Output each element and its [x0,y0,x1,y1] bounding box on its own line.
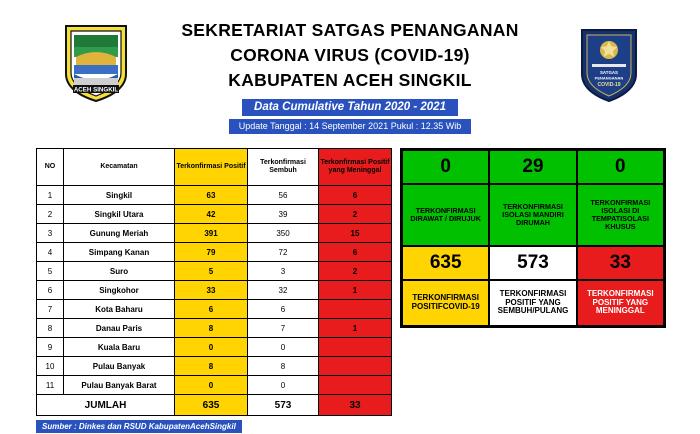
cell-kecamatan: Simpang Kanan [64,243,175,262]
table-row [37,376,392,395]
table-row [37,281,392,300]
cell-kecamatan: Kota Baharu [64,300,175,319]
cell-no: 11 [37,376,64,395]
cell-positif: 8 [175,319,248,338]
table-total-row [37,395,392,416]
table-row [37,243,392,262]
cell-kecamatan: Singkil [64,186,175,205]
summary-grid [400,148,666,328]
cell-kecamatan: Kuala Baru [64,338,175,357]
cell-meninggal: 1 [319,319,392,338]
table-row [37,319,392,338]
table-row [37,300,392,319]
cell-kecamatan: Gunung Meriah [64,224,175,243]
cell-no: 6 [37,281,64,300]
satgas-covid-logo [578,26,640,104]
summary-value-isoman: 29 [489,150,576,184]
cell-no: 2 [37,205,64,224]
source-note: Sumber : Dinkes dan RSUD KabupatenAcehSingkil [36,420,242,433]
cell-positif: 79 [175,243,248,262]
cell-meninggal [319,300,392,319]
cell-meninggal: 2 [319,205,392,224]
cell-sembuh: 350 [248,224,319,243]
main-content [0,140,700,431]
table-row [37,205,392,224]
table-row [37,357,392,376]
summary-value-meninggal: 33 [577,246,664,280]
cell-sembuh: 6 [248,300,319,319]
cell-meninggal: 6 [319,243,392,262]
table-head [37,149,392,186]
cell-sembuh: 3 [248,262,319,281]
svg-text:PENANGANAN: PENANGANAN [594,75,624,81]
summary-value-dirawat: 0 [402,150,489,184]
page-header [0,0,700,132]
cell-no: 4 [37,243,64,262]
cell-sembuh: 72 [248,243,319,262]
cell-kecamatan: Danau Paris [64,319,175,338]
cell-meninggal [319,338,392,357]
cell-positif: 8 [175,357,248,376]
cell-positif: 5 [175,262,248,281]
cell-no: 9 [37,338,64,357]
cell-kecamatan: Pulau Banyak Barat [64,376,175,395]
cell-kecamatan: Singkil Utara [64,205,175,224]
aceh-singkil-logo [60,22,132,104]
cell-no: 8 [37,319,64,338]
th-meninggal: Terkonfirmasi Positif yang Meninggal [319,149,392,186]
table-row [37,262,392,281]
cell-positif: 63 [175,186,248,205]
title-line-1: SEKRETARIAT SATGAS PENANGANAN [181,20,519,40]
cell-no: 10 [37,357,64,376]
subtitle-banner: Data Cumulative Tahun 2020 - 2021 [242,99,458,116]
title-line-2: CORONA VIRUS (COVID-19) [230,44,470,65]
cell-no: 5 [37,262,64,281]
title-line-3: KABUPATEN ACEH SINGKIL [228,69,472,90]
total-sembuh: 573 [248,395,319,416]
cell-sembuh: 0 [248,338,319,357]
summary-label-dirawat: TERKONFIRMASI DIRAWAT / DIRUJUK [402,184,489,246]
summary-value-sembuh: 573 [489,246,576,280]
cell-meninggal [319,376,392,395]
th-no: NO [37,149,64,186]
cell-sembuh: 56 [248,186,319,205]
summary-label-isoman: TERKONFIRMASI ISOLASI MANDIRI DIRUMAH [489,184,576,246]
cell-positif: 6 [175,300,248,319]
table-row [37,224,392,243]
cell-positif: 0 [175,376,248,395]
cell-positif: 391 [175,224,248,243]
cell-meninggal: 1 [319,281,392,300]
title-block [140,18,560,134]
cell-sembuh: 7 [248,319,319,338]
total-label: JUMLAH [37,395,175,416]
cell-meninggal: 2 [319,262,392,281]
cell-kecamatan: Singkohor [64,281,175,300]
summary-value-positif: 635 [402,246,489,280]
total-meninggal: 33 [319,395,392,416]
update-banner: Update Tanggal : 14 September 2021 Pukul : 12.35 Wib [229,119,471,134]
th-positif: Terkonfirmasi Positif [175,149,248,186]
summary-label-meninggal: TERKONFIRMASI POSITIF YANG MENINGGAL [577,280,664,326]
cell-no: 3 [37,224,64,243]
summary-value-isolasi-khusus: 0 [577,150,664,184]
cell-meninggal [319,357,392,376]
aceh-singkil-crest-icon [60,22,132,104]
cell-kecamatan: Pulau Banyak [64,357,175,376]
cell-kecamatan: Suro [64,262,175,281]
cell-sembuh: 32 [248,281,319,300]
cell-sembuh: 8 [248,357,319,376]
cell-no: 7 [37,300,64,319]
cell-meninggal: 15 [319,224,392,243]
cell-sembuh: 0 [248,376,319,395]
cell-sembuh: 39 [248,205,319,224]
cell-positif: 33 [175,281,248,300]
total-positif: 635 [175,395,248,416]
summary-label-isolasi-khusus: TERKONFIRMASI ISOLASI DI TEMPATISOLASI KHUSUS [577,184,664,246]
svg-text:ACEH SINGKIL: ACEH SINGKIL [73,86,119,94]
table-header-row [37,149,392,186]
table-row [37,338,392,357]
table-body [37,186,392,416]
svg-text:SATGAS: SATGAS [600,70,618,75]
cell-positif: 42 [175,205,248,224]
kecamatan-table [36,148,392,416]
th-kecamatan: Kecamatan [64,149,175,186]
summary-label-positif: TERKONFIRMASI POSITIFCOVID-19 [402,280,489,326]
cell-positif: 0 [175,338,248,357]
kecamatan-table-wrapper [36,148,390,434]
th-sembuh: Terkonfirmasi Sembuh [248,149,319,186]
cell-meninggal: 6 [319,186,392,205]
satgas-shield-icon [578,26,640,104]
svg-text:COVID-19: COVID-19 [597,82,621,88]
cell-no: 1 [37,186,64,205]
summary-label-sembuh: TERKONFIRMASI POSITIF YANG SEMBUH/PULANG [489,280,576,326]
table-row [37,186,392,205]
